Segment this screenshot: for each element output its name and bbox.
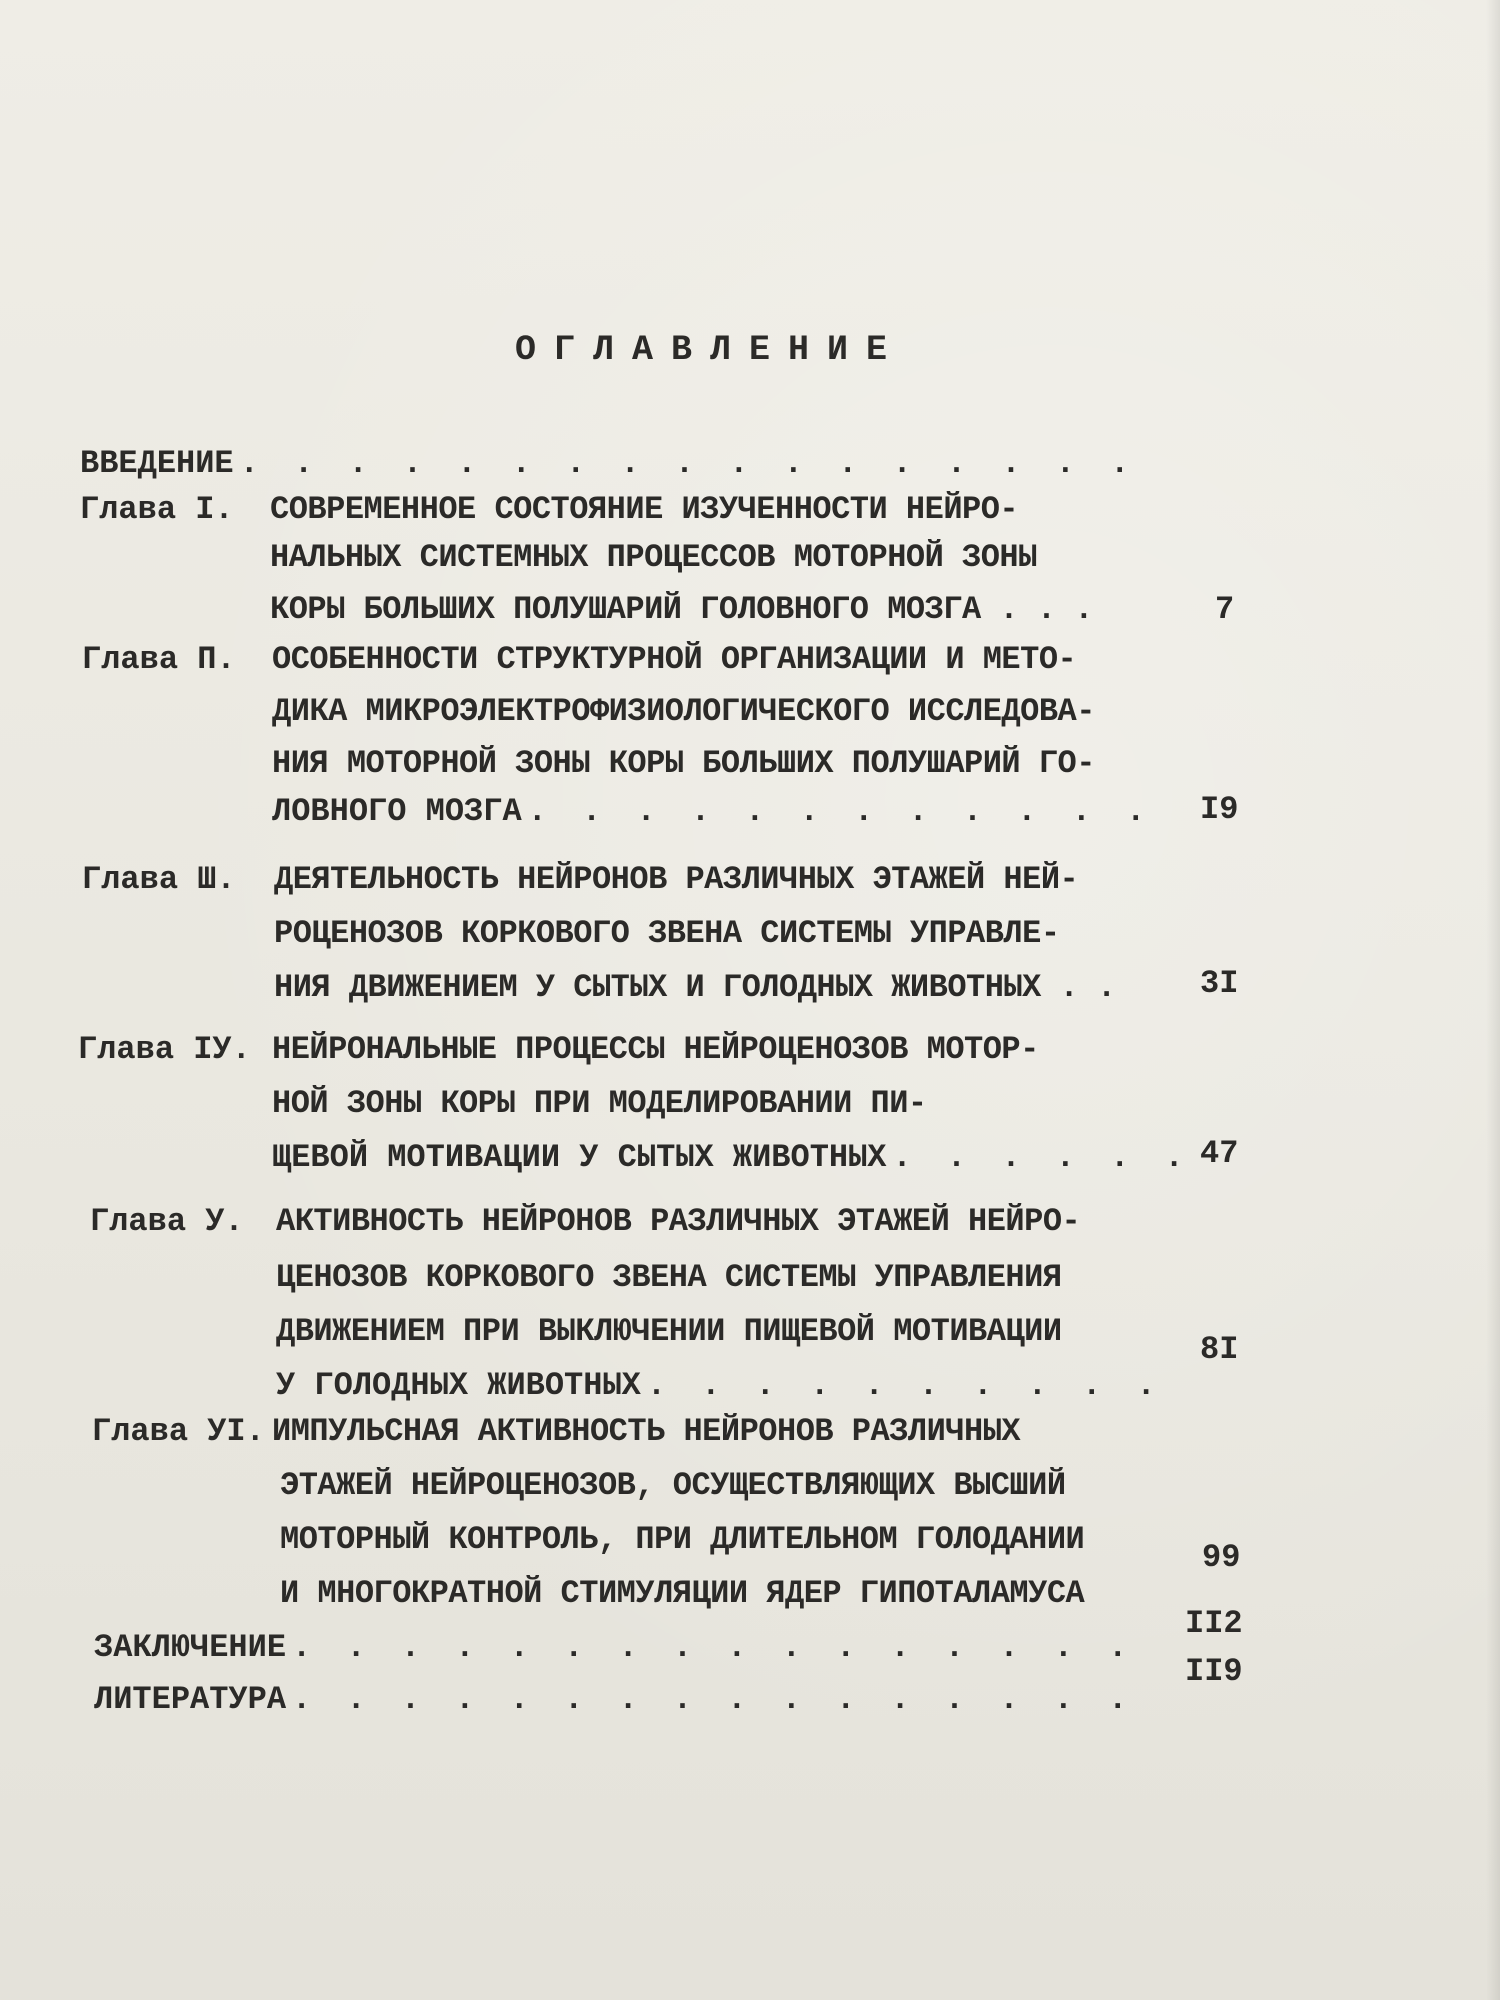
chapter-5-line-4-text: У ГОЛОДНЫХ ЖИВОТНЫХ bbox=[276, 1367, 641, 1404]
chapter-1-line-2: НАЛЬНЫХ СИСТЕМНЫХ ПРОЦЕССОВ МОТОРНОЙ ЗОНЫ bbox=[270, 539, 1037, 576]
toc-entry-intro bbox=[80, 442, 1155, 486]
chapter-2-label: Глава П. bbox=[82, 641, 236, 678]
references-page: II9 bbox=[1185, 1653, 1243, 1690]
chapter-2-line-4 bbox=[272, 790, 1152, 834]
chapter-4-line-2: НОЙ ЗОНЫ КОРЫ ПРИ МОДЕЛИРОВАНИИ ПИ- bbox=[272, 1085, 927, 1122]
chapter-5-page: 8I bbox=[1200, 1331, 1239, 1368]
chapter-4-line-1: НЕЙРОНАЛЬНЫЕ ПРОЦЕССЫ НЕЙРОЦЕНОЗОВ МОТОР- bbox=[272, 1031, 1039, 1068]
chapter-1-line-1: СОВРЕМЕННОЕ СОСТОЯНИЕ ИЗУЧЕННОСТИ НЕЙРО- bbox=[270, 491, 1019, 528]
toc-entry-conclusion bbox=[94, 1626, 1154, 1670]
chapter-5-line-3: ДВИЖЕНИЕМ ПРИ ВЫКЛЮЧЕНИИ ПИЩЕВОЙ МОТИВАЦИИ bbox=[276, 1313, 1062, 1350]
chapter-6-label: Глава УI. bbox=[92, 1413, 265, 1450]
chapter-3-line-3: НИЯ ДВИЖЕНИЕМ У СЫТЫХ И ГОЛОДНЫХ ЖИВОТНЫХ . . bbox=[274, 969, 1116, 1006]
chapter-4-page: 47 bbox=[1200, 1135, 1239, 1172]
chapter-5-line-2: ЦЕНОЗОВ КОРКОВОГО ЗВЕНА СИСТЕМЫ УПРАВЛЕНИЯ bbox=[276, 1259, 1062, 1296]
dot-leader bbox=[647, 1364, 1188, 1408]
conclusion-page: II2 bbox=[1185, 1605, 1243, 1642]
dot-leader bbox=[292, 1678, 1148, 1722]
chapter-2-line-4-text: ЛОВНОГО МОЗГА bbox=[272, 793, 522, 830]
chapter-3-line-2: РОЦЕНОЗОВ КОРКОВОГО ЗВЕНА СИСТЕМЫ УПРАВЛЕ- bbox=[274, 915, 1060, 952]
chapter-5-line-1: АКТИВНОСТЬ НЕЙРОНОВ РАЗЛИЧНЫХ ЭТАЖЕЙ НЕЙРО- bbox=[276, 1203, 1081, 1240]
chapter-4-line-3 bbox=[272, 1136, 1192, 1180]
dot-leader bbox=[893, 1136, 1187, 1180]
toc-entry-references bbox=[94, 1678, 1154, 1722]
chapter-4-label: Глава IУ. bbox=[78, 1031, 251, 1068]
chapter-1-page: 7 bbox=[1215, 591, 1235, 628]
chapter-2-line-1: ОСОБЕННОСТИ СТРУКТУРНОЙ ОРГАНИЗАЦИИ И МЕТО- bbox=[272, 641, 1077, 678]
dot-leader bbox=[528, 790, 1146, 834]
chapter-6-line-2: ЭТАЖЕЙ НЕЙРОЦЕНОЗОВ, ОСУЩЕСТВЛЯЮЩИХ ВЫСШИЙ bbox=[280, 1467, 1066, 1504]
references-label: ЛИТЕРАТУРА bbox=[94, 1681, 287, 1718]
chapter-6-line-3: МОТОРНЫЙ КОНТРОЛЬ, ПРИ ДЛИТЕЛЬНОМ ГОЛОДАНИИ bbox=[280, 1521, 1085, 1558]
chapter-3-label: Глава Ш. bbox=[82, 861, 236, 898]
chapter-4-line-3-text: ЩЕВОЙ МОТИВАЦИИ У СЫТЫХ ЖИВОТНЫХ bbox=[272, 1139, 887, 1176]
intro-label: ВВЕДЕНИЕ bbox=[80, 445, 234, 482]
chapter-1-line-3: КОРЫ БОЛЬШИХ ПОЛУШАРИЙ ГОЛОВНОГО МОЗГА . . . bbox=[270, 591, 1093, 628]
chapter-2-line-3: НИЯ МОТОРНОЙ ЗОНЫ КОРЫ БОЛЬШИХ ПОЛУШАРИЙ ГО- bbox=[272, 745, 1095, 782]
chapter-2-line-2: ДИКА МИКРОЭЛЕКТРОФИЗИОЛОГИЧЕСКОГО ИССЛЕДОВА- bbox=[272, 693, 1095, 730]
chapter-5-line-4 bbox=[276, 1364, 1194, 1408]
chapter-5-label: Глава У. bbox=[90, 1203, 244, 1240]
chapter-6-line-4: И МНОГОКРАТНОЙ СТИМУЛЯЦИИ ЯДЕР ГИПОТАЛАМУСА bbox=[280, 1575, 1085, 1612]
chapter-1-label: Глава I. bbox=[80, 491, 234, 528]
chapter-6-line-1: ИМПУЛЬСНАЯ АКТИВНОСТЬ НЕЙРОНОВ РАЗЛИЧНЫХ bbox=[272, 1413, 1021, 1450]
chapter-6-page: 99 bbox=[1202, 1539, 1241, 1576]
chapter-3-line-1: ДЕЯТЕЛЬНОСТЬ НЕЙРОНОВ РАЗЛИЧНЫХ ЭТАЖЕЙ НЕЙ- bbox=[274, 861, 1079, 898]
chapter-3-page: 3I bbox=[1200, 965, 1239, 1002]
toc-heading: ОГЛАВЛЕНИЕ bbox=[515, 330, 906, 370]
dot-leader bbox=[292, 1626, 1148, 1670]
chapter-2-page: I9 bbox=[1200, 791, 1239, 828]
conclusion-label: ЗАКЛЮЧЕНИЕ bbox=[94, 1629, 287, 1666]
page-edge-shadow bbox=[1486, 0, 1500, 2000]
dot-leader bbox=[240, 442, 1149, 486]
